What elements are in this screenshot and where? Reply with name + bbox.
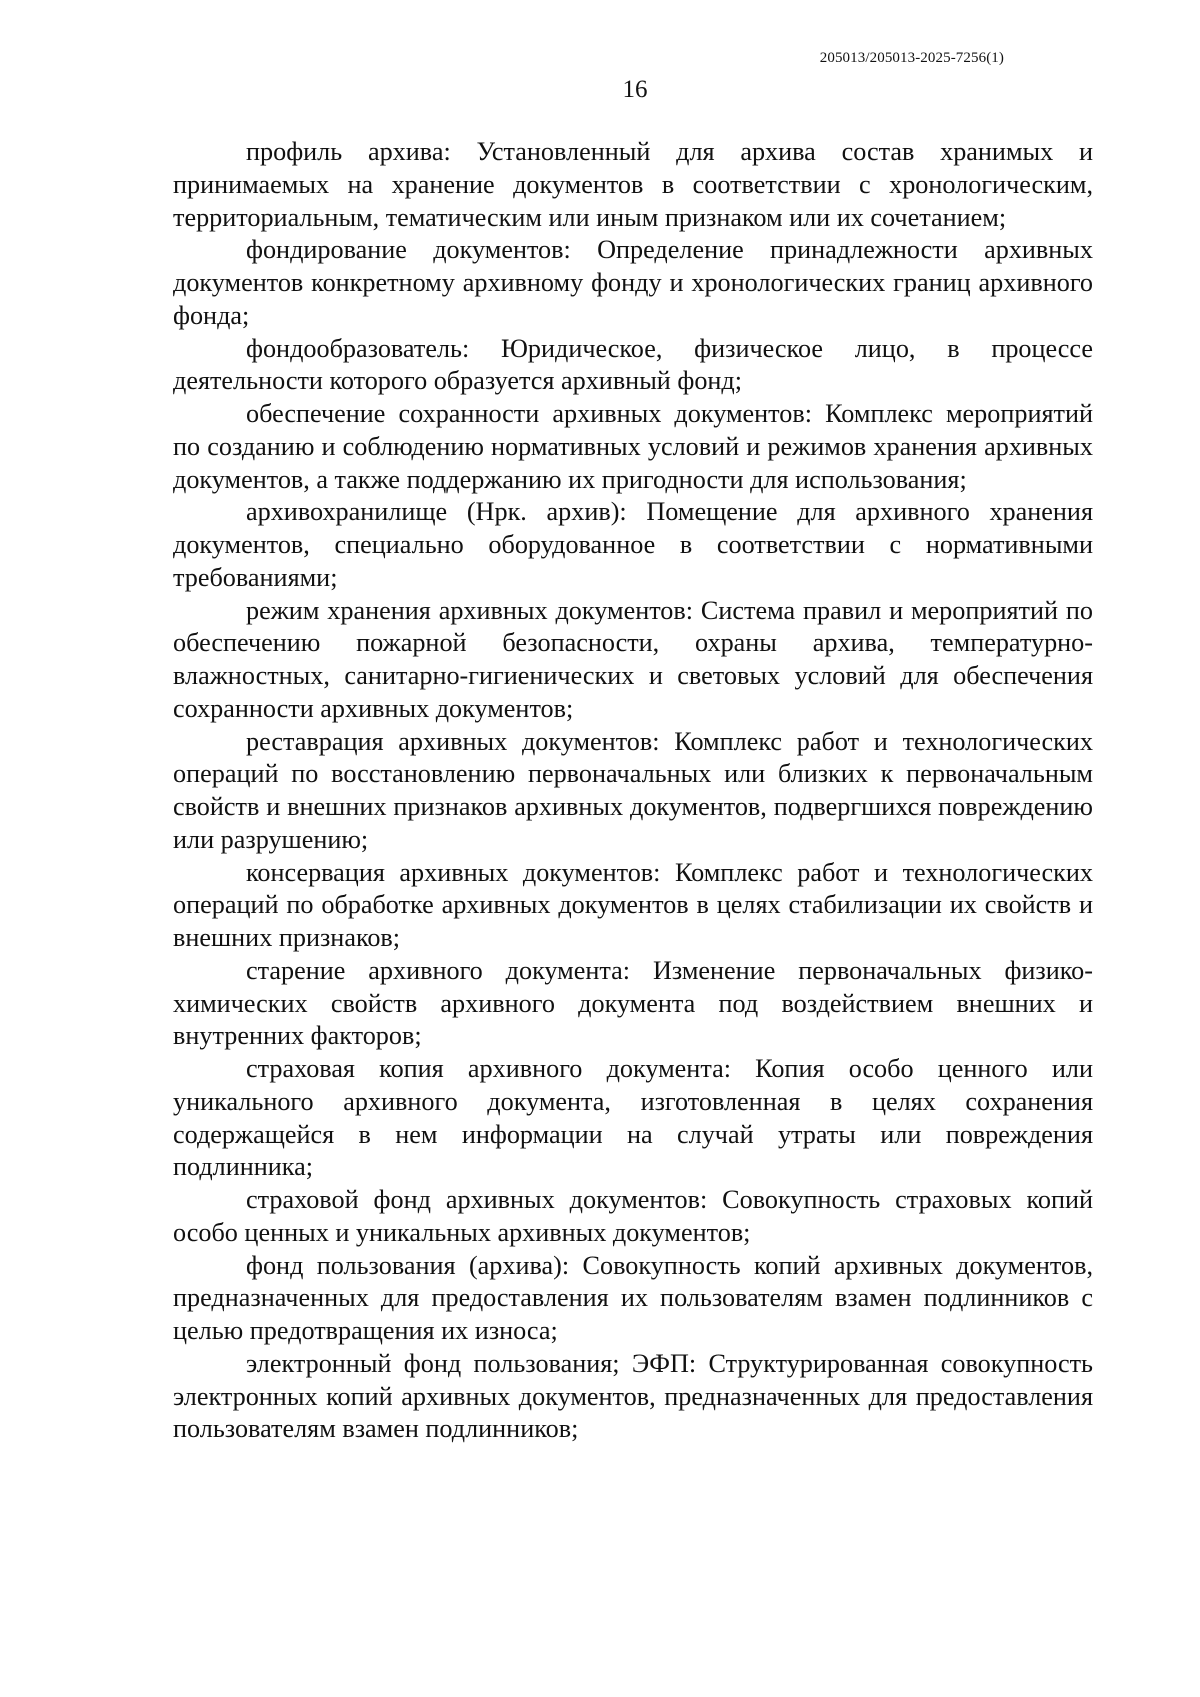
- definition-paragraph: фонд пользования (архива): Совокупность копий архивных документов, предназначенных для предоставления их пользователям взамен подлинников с целью предотвращения их износа;: [173, 1250, 1093, 1345]
- definition-paragraph: электронный фонд пользования; ЭФП: Структурированная совокупность электронных копий архивных документов, предназначенных для предоставления пользователям взамен подлинников;: [173, 1348, 1093, 1444]
- definition-paragraph: обеспечение сохранности архивных документов: Комплекс мероприятий по созданию и соблюдению нормативных условий и режимов хранения архивных документов, а также поддержанию их пригодности для использования;: [173, 399, 1093, 494]
- definition-paragraph: фондообразователь: Юридическое, физическое лицо, в процессе деятельности которого образуется архивный фонд;: [173, 333, 1093, 396]
- definition-paragraph: страховой фонд архивных документов: Совокупность страховых копий особо ценных и уникальных архивных документов;: [173, 1185, 1093, 1247]
- document-body: [173, 136, 1093, 1446]
- document-registration-number: 205013/205013-2025-7256(1): [819, 50, 1004, 66]
- definition-paragraph: страховая копия архивного документа: Копия особо ценного или уникального архивного документа, изготовленная в целях сохранения содержащейся в нем информации на случай утраты или повреждения подлинника;: [173, 1054, 1093, 1182]
- definition-paragraph: профиль архива: Установленный для архива состав хранимых и принимаемых на хранение документов в соответствии с хронологическим, территориальным, тематическим или иным признаком или их сочетанием;: [173, 137, 1093, 232]
- page-number: 16: [622, 76, 648, 103]
- definition-paragraph: старение архивного документа: Изменение первоначальных физико-химических свойств архивного документа под воздействием внешних и внутренних факторов;: [173, 955, 1093, 1051]
- definition-paragraph: режим хранения архивных документов: Система правил и мероприятий по обеспечению пожарной безопасности, охраны архива, температурно-влажностных, санитарно-гигиенических и световых условий для обеспечения сохранности архивных документов;: [173, 595, 1093, 723]
- definition-paragraph: консервация архивных документов: Комплекс работ и технологических операций по обработке архивных документов в целях стабилизации их свойств и внешних признаков;: [173, 857, 1093, 952]
- definition-paragraph: реставрация архивных документов: Комплекс работ и технологических операций по восстановлению первоначальных или близких к первоначальным свойств и внешних признаков архивных документов, подвергшихся повреждению или разрушению;: [173, 726, 1093, 854]
- definition-paragraph: фондирование документов: Определение принадлежности архивных документов конкретному архивному фонду и хронологических границ архивного фонда;: [173, 235, 1093, 330]
- definition-paragraph: архивохранилище (Нрк. архив): Помещение для архивного хранения документов, специально оборудованное в соответствии с нормативными требованиями;: [173, 497, 1093, 592]
